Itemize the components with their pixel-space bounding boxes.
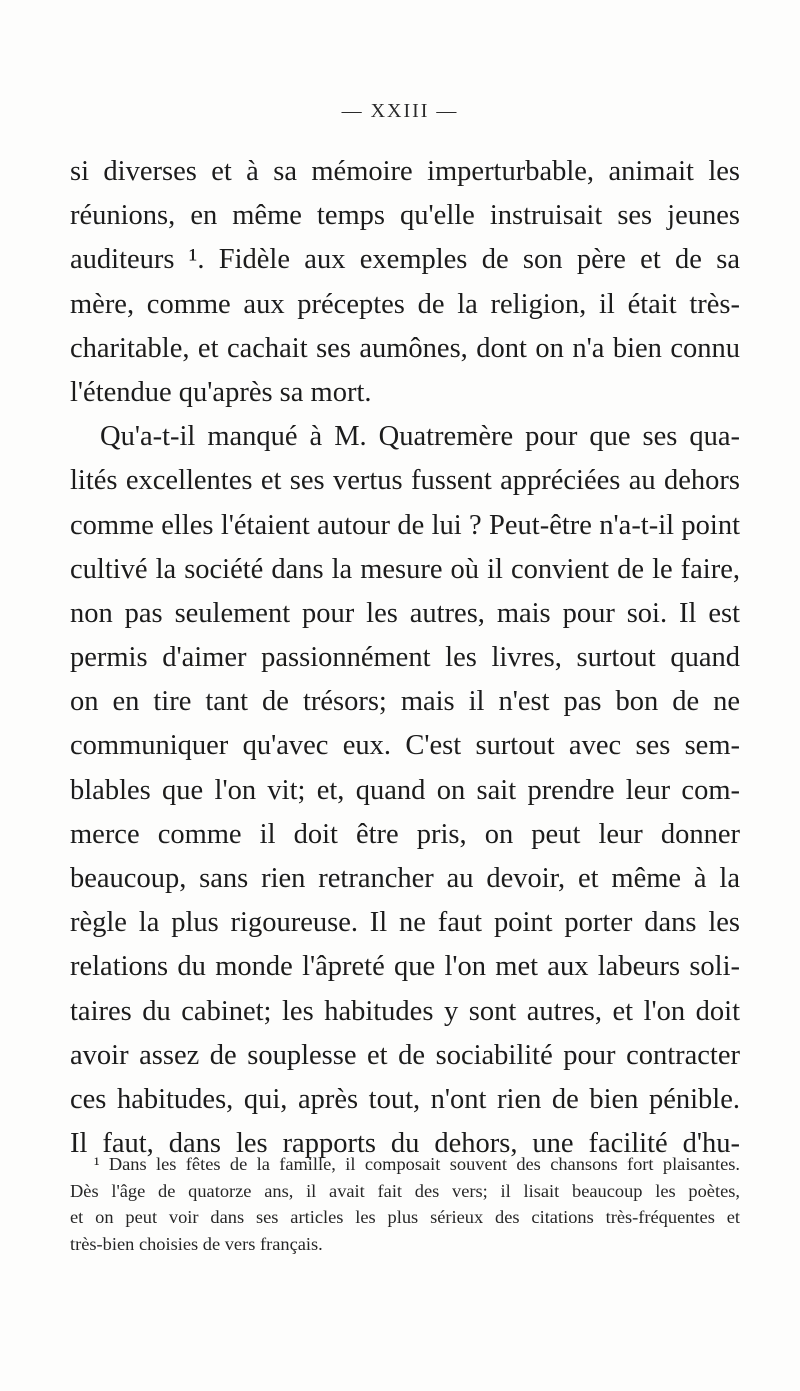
text-line: règle la plus rigoureuse. Il ne faut point porter dans les [70,907,740,939]
text-line: permis d'aimer passionnément les livres, surtout quand [70,642,740,674]
text-line: merce comme il doit être pris, on peut leur donner [70,818,740,850]
text-line: taires du cabinet; les habitudes y sont autres, et l'on doit [70,995,740,1027]
text-line: si diverses et à sa mémoire imperturbable, animait les [70,156,740,187]
text-line: comme elles l'étaient autour de lui ? Peut-être n'a-t-il point [70,509,740,541]
footnote-line: très-bien choisies de vers français. [70,1234,323,1255]
text-line: communiquer qu'avec eux. C'est surtout avec ses sem- [70,730,740,762]
footnote-line: ¹ Dans les fêtes de la famille, il composait souvent des chansons fort plaisantes. [94,1154,740,1174]
text-line: charitable, et cachait ses aumônes, dont on n'a bien connu [70,332,740,364]
text-line: Qu'a-t-il manqué à M. Quatremère pour que ses qua- [100,421,740,453]
text-line: avoir assez de souplesse et de sociabilité pour contracter [70,1039,740,1071]
text-line: Il faut, dans les rapports du dehors, une facilité d'hu- [70,1128,740,1160]
text-line: blables que l'on vit; et, quand on sait prendre leur com- [70,774,740,806]
text-line: auditeurs ¹. Fidèle aux exemples de son père et de sa [70,244,740,276]
text-line: réunions, en même temps qu'elle instruisait ses jeunes [70,200,740,232]
text-line: lités excellentes et ses vertus fussent appréciées au dehors [70,465,740,497]
text-line: ces habitudes, qui, après tout, n'ont rien de bien pénible. [70,1083,740,1115]
text-line: on en tire tant de trésors; mais il n'est pas bon de ne [70,686,740,718]
main-text [70,150,740,1166]
footnote-line: et on peut voir dans ses articles les plus sérieux des citations très-fréquentes et [70,1207,740,1228]
text-line: relations du monde l'âpreté que l'on met aux labeurs soli- [70,951,740,983]
footnote-line: Dès l'âge de quatorze ans, il avait fait des vers; il lisait beaucoup les poètes, [70,1180,740,1201]
footnote [70,1151,740,1258]
page-number-header: — XXIII — [341,100,459,122]
text-line: non pas seulement pour les autres, mais pour soi. Il est [70,597,740,629]
text-line: mère, comme aux préceptes de la religion, il était très- [70,288,740,320]
text-line: l'étendue qu'après sa mort. [70,376,372,408]
text-line: beaucoup, sans rien retrancher au devoir, et même à la [70,863,740,894]
text-line: cultivé la société dans la mesure où il convient de le faire, [70,553,740,585]
